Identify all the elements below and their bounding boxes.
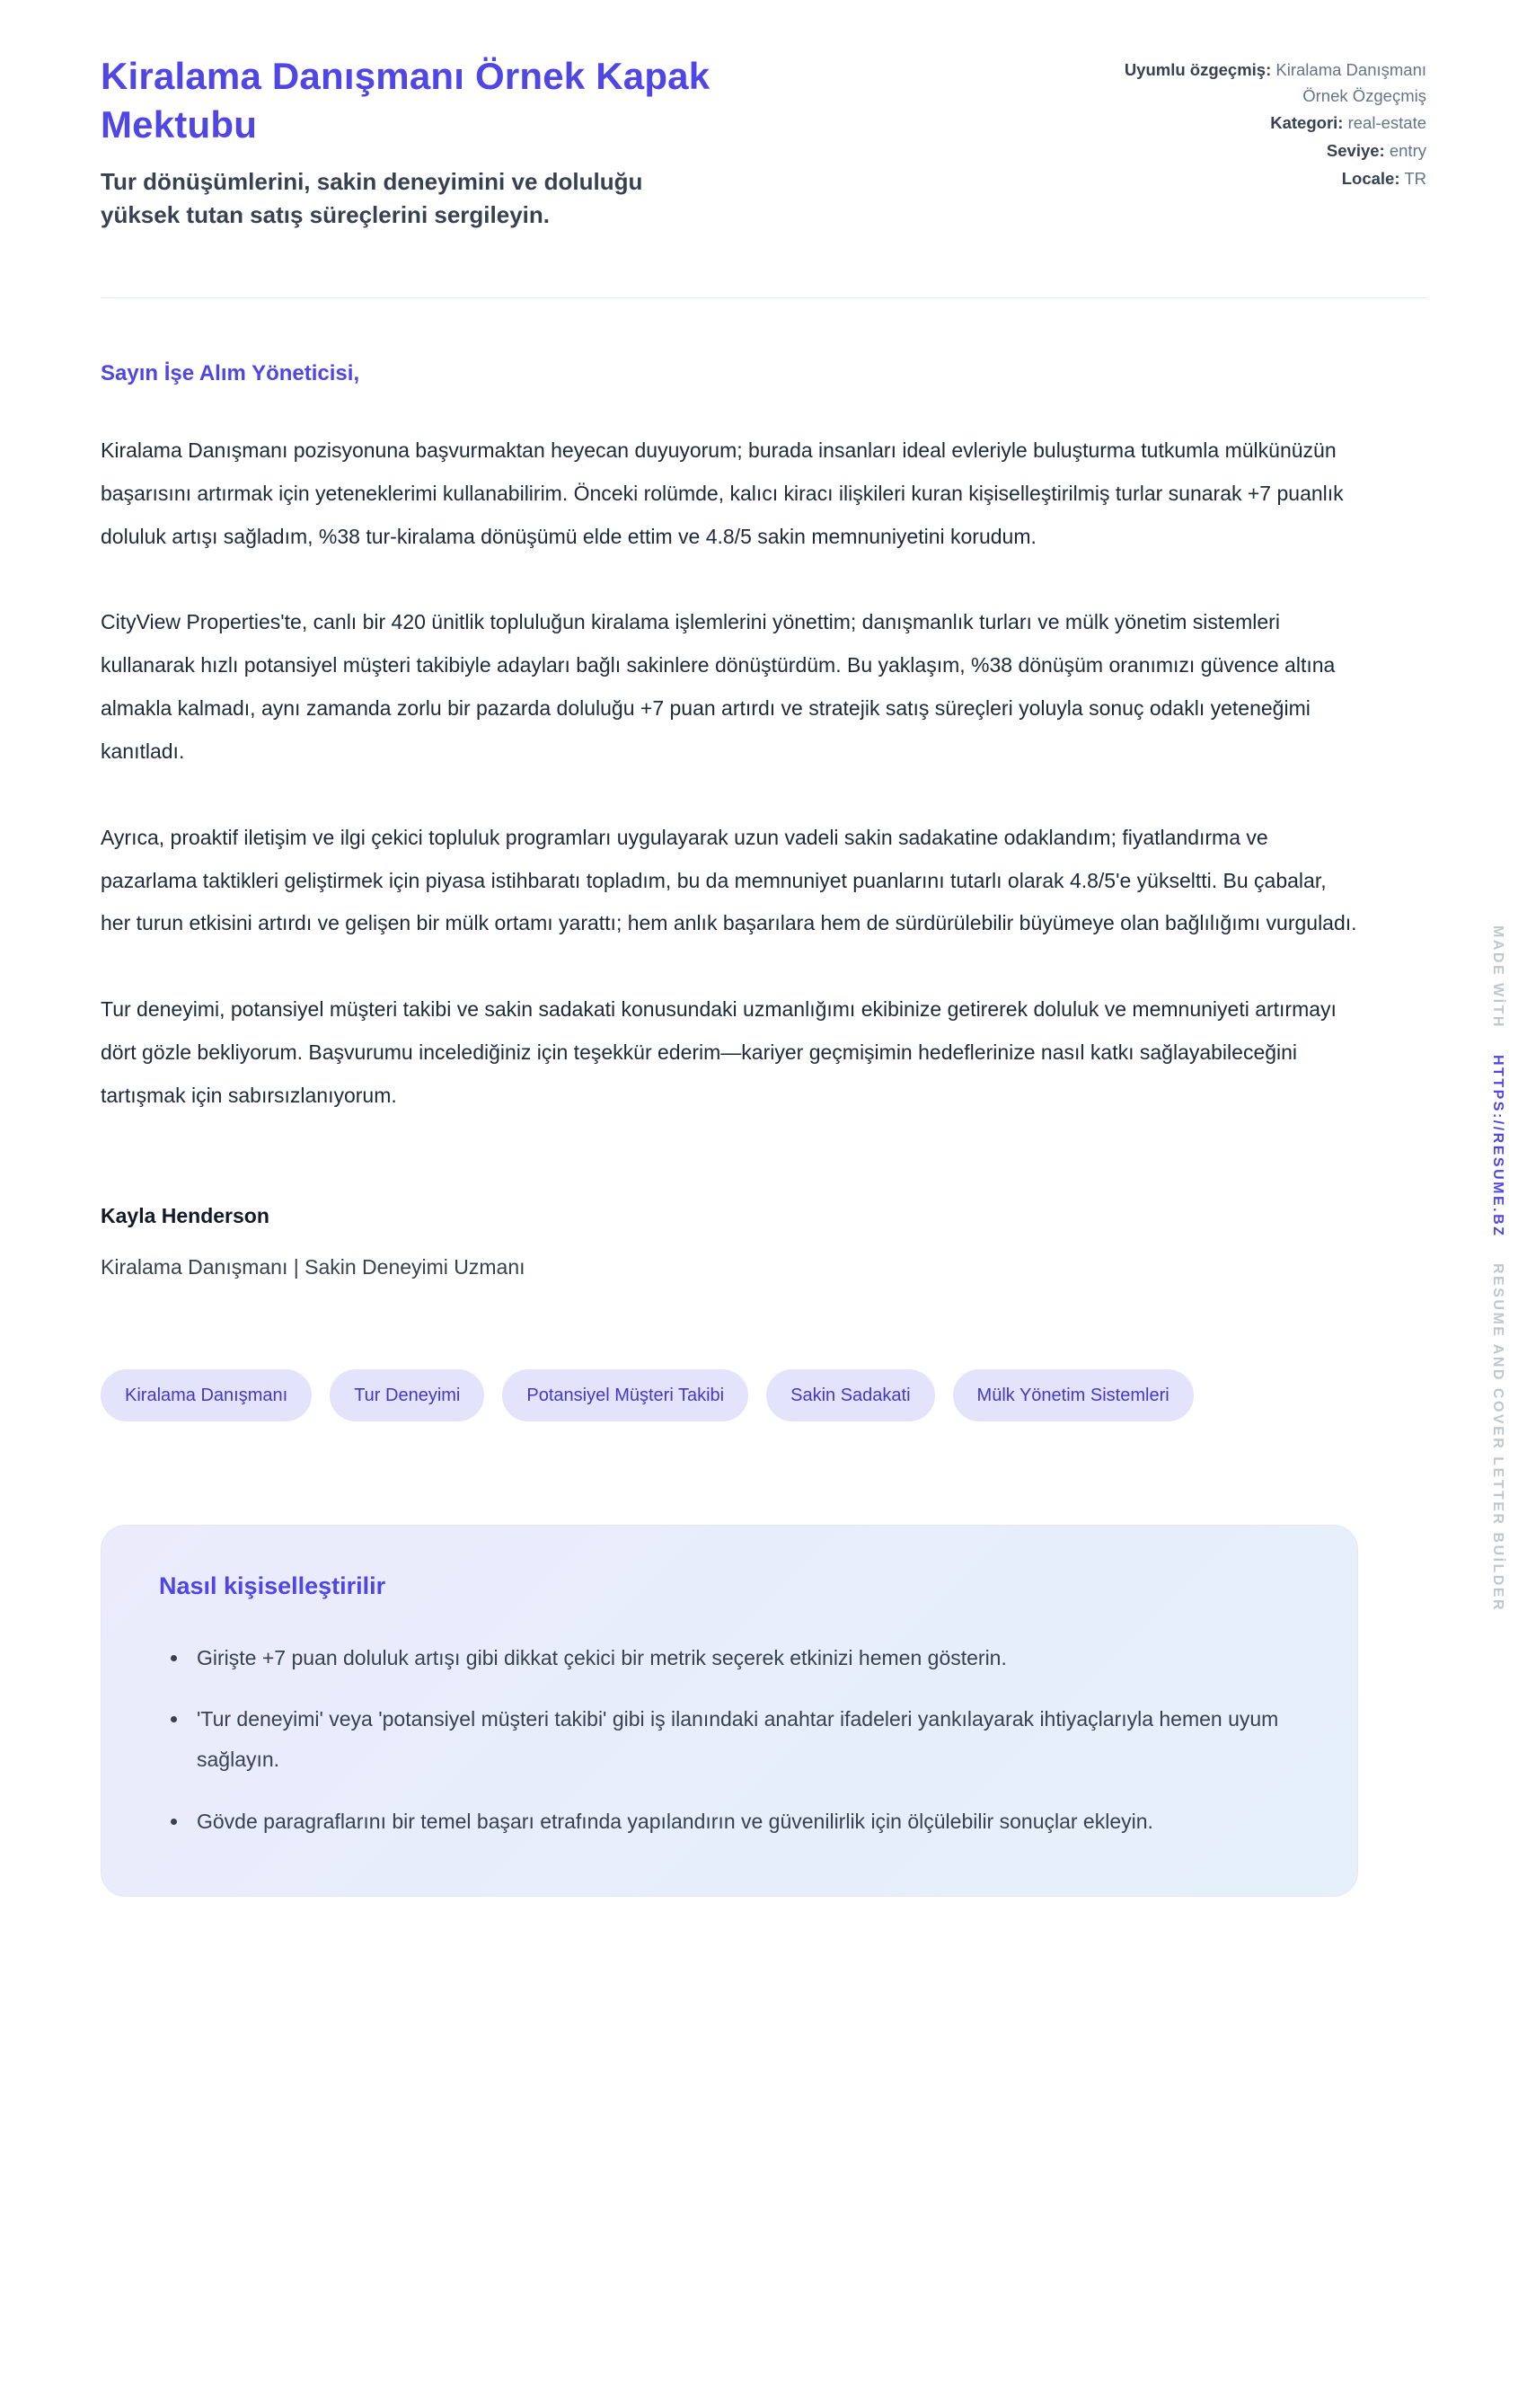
cover-letter-body bbox=[101, 361, 1358, 1897]
meta-row-category bbox=[1112, 111, 1426, 137]
tips-list bbox=[159, 1638, 1300, 1842]
watermark-made-with: MADE WİTH bbox=[1490, 925, 1505, 1029]
keyword-tags bbox=[101, 1369, 1223, 1421]
meta-value: real-estate bbox=[1347, 113, 1426, 133]
tips-title: Nasıl kişiselleştirilir bbox=[159, 1571, 386, 1599]
meta-row-locale bbox=[1112, 166, 1426, 192]
example-meta bbox=[1112, 58, 1426, 193]
meta-value: TR bbox=[1404, 168, 1426, 188]
tip-item: • 'Tur deneyimi' veya 'potansiyel müşteri takibi' gibi iş ilanındaki anahtar ifadeleri yankılayarak ihtiyaçlarıyla hemen uyum sağlayın. bbox=[190, 1699, 1300, 1780]
tip-item: • Girişte +7 puan doluluk artışı gibi dikkat çekici bir metrik seçerek etkinizi hemen gösterin. bbox=[190, 1638, 1300, 1678]
meta-row-matching-resume bbox=[1112, 58, 1426, 109]
meta-value: entry bbox=[1389, 141, 1426, 161]
meta-row-level bbox=[1112, 138, 1426, 164]
letter-paragraph: Ayrıca, proaktif iletişim ve ilgi çekici topluluk programları uygulayarak uzun vadeli sakin sadakatine odaklandım; fiyatlandırma ve pazarlama taktikleri geliştirmek için piyasa istihbaratı topladım, bu da memnuniyet puanlarını tutarlı olarak 4.8/5'e yükseltti. Bu çabalar, her turun etkisini artırdı ve gelişen bir mülk ortamı yarattı; hem anlık başarılara hem de sürdürülebilir büyümeye olan bağlılığımı vurguladı. bbox=[101, 825, 1357, 935]
letter-paragraph: CityView Properties'te, canlı bir 420 ünitlik topluluğun kiralama işlemlerini yönettim; danışmanlık turları ve mülk yönetim sistemleri kullanarak hızlı potansiyel müşteri takibiyle adayları bağlı sakinlere dönüştürdüm. Bu yaklaşım, %38 dönüşüm oranımızı güvence altına almakla kalmadı, aynı zamanda zorlu bir pazarda doluluğu +7 puan artırdı ve stratejik satış süreçleri yoluyla sonuç odaklı yeteneğimi kanıtladı. bbox=[101, 610, 1336, 763]
tag-chip: Sakin Sadakati bbox=[766, 1369, 934, 1421]
personalization-tips-box bbox=[101, 1525, 1358, 1897]
letter-paragraph: Tur deneyimi, potansiyel müşteri takibi ve sakin sadakati konusundaki uzmanlığımı ekibinize getirerek doluluk ve memnuniyeti artırmayı dört gözle bekliyorum. Başvurumu incelediğiniz için teşekkür ederim—kariyer geçmişimin hedeflerinize nasıl katkı sağlayabileceğini tartışmak için sabırsızlanıyorum. bbox=[101, 997, 1337, 1107]
page-subtitle: Tur dönüşümlerini, sakin deneyimini ve doluluğu yüksek tutan satış süreçlerini sergileyin. bbox=[101, 167, 643, 229]
header-titles bbox=[101, 52, 783, 233]
signature-name: Kayla Henderson bbox=[101, 1203, 269, 1227]
tag-chip: Potansiyel Müşteri Takibi bbox=[502, 1369, 748, 1421]
letter-greeting: Sayın İşe Alım Yöneticisi, bbox=[101, 360, 360, 385]
page-header bbox=[101, 52, 1426, 233]
meta-label: Locale: bbox=[1341, 168, 1400, 188]
meta-label: Seviye: bbox=[1326, 141, 1385, 161]
meta-label: Uyumlu özgeçmiş: bbox=[1124, 60, 1272, 79]
meta-value: Kiralama Danışmanı Örnek Özgeçmiş bbox=[1275, 60, 1426, 105]
tag-chip: Kiralama Danışmanı bbox=[101, 1369, 312, 1421]
tag-chip: Mülk Yönetim Sistemleri bbox=[953, 1369, 1194, 1421]
meta-label: Kategori: bbox=[1270, 113, 1344, 133]
made-with-watermark bbox=[1489, 925, 1505, 1612]
watermark-tagline: RESUME AND COVER LETTER BUİLDER bbox=[1490, 1263, 1505, 1613]
letter-paragraph: Kiralama Danışmanı pozisyonuna başvurmaktan heyecan duyuyorum; burada insanları ideal evleriyle buluşturma tutkumla mülkünüzün başarısını artırmak için yeteneklerimi kullanabilirim. Önceki rolümde, kalıcı kiracı ilişkileri kuran kişiselleştirilmiş turlar sunarak +7 puanlık doluluk artışı sağladım, %38 tur-kiralama dönüşümü elde ettim ve 4.8/5 sakin memnuniyetini korudum. bbox=[101, 438, 1344, 548]
tip-item: • Gövde paragraflarını bir temel başarı etrafında yapılandırın ve güvenilirlik için ölçülebilir sonuçlar ekleyin. bbox=[190, 1802, 1300, 1842]
watermark-site-url: HTTPS://RESUME.BZ bbox=[1490, 1054, 1505, 1238]
signature-role: Kiralama Danışmanı | Sakin Deneyimi Uzmanı bbox=[101, 1254, 525, 1279]
header-divider bbox=[101, 297, 1426, 298]
tag-chip: Tur Deneyimi bbox=[330, 1369, 484, 1421]
page-title: Kiralama Danışmanı Örnek Kapak Mektubu bbox=[101, 55, 711, 146]
